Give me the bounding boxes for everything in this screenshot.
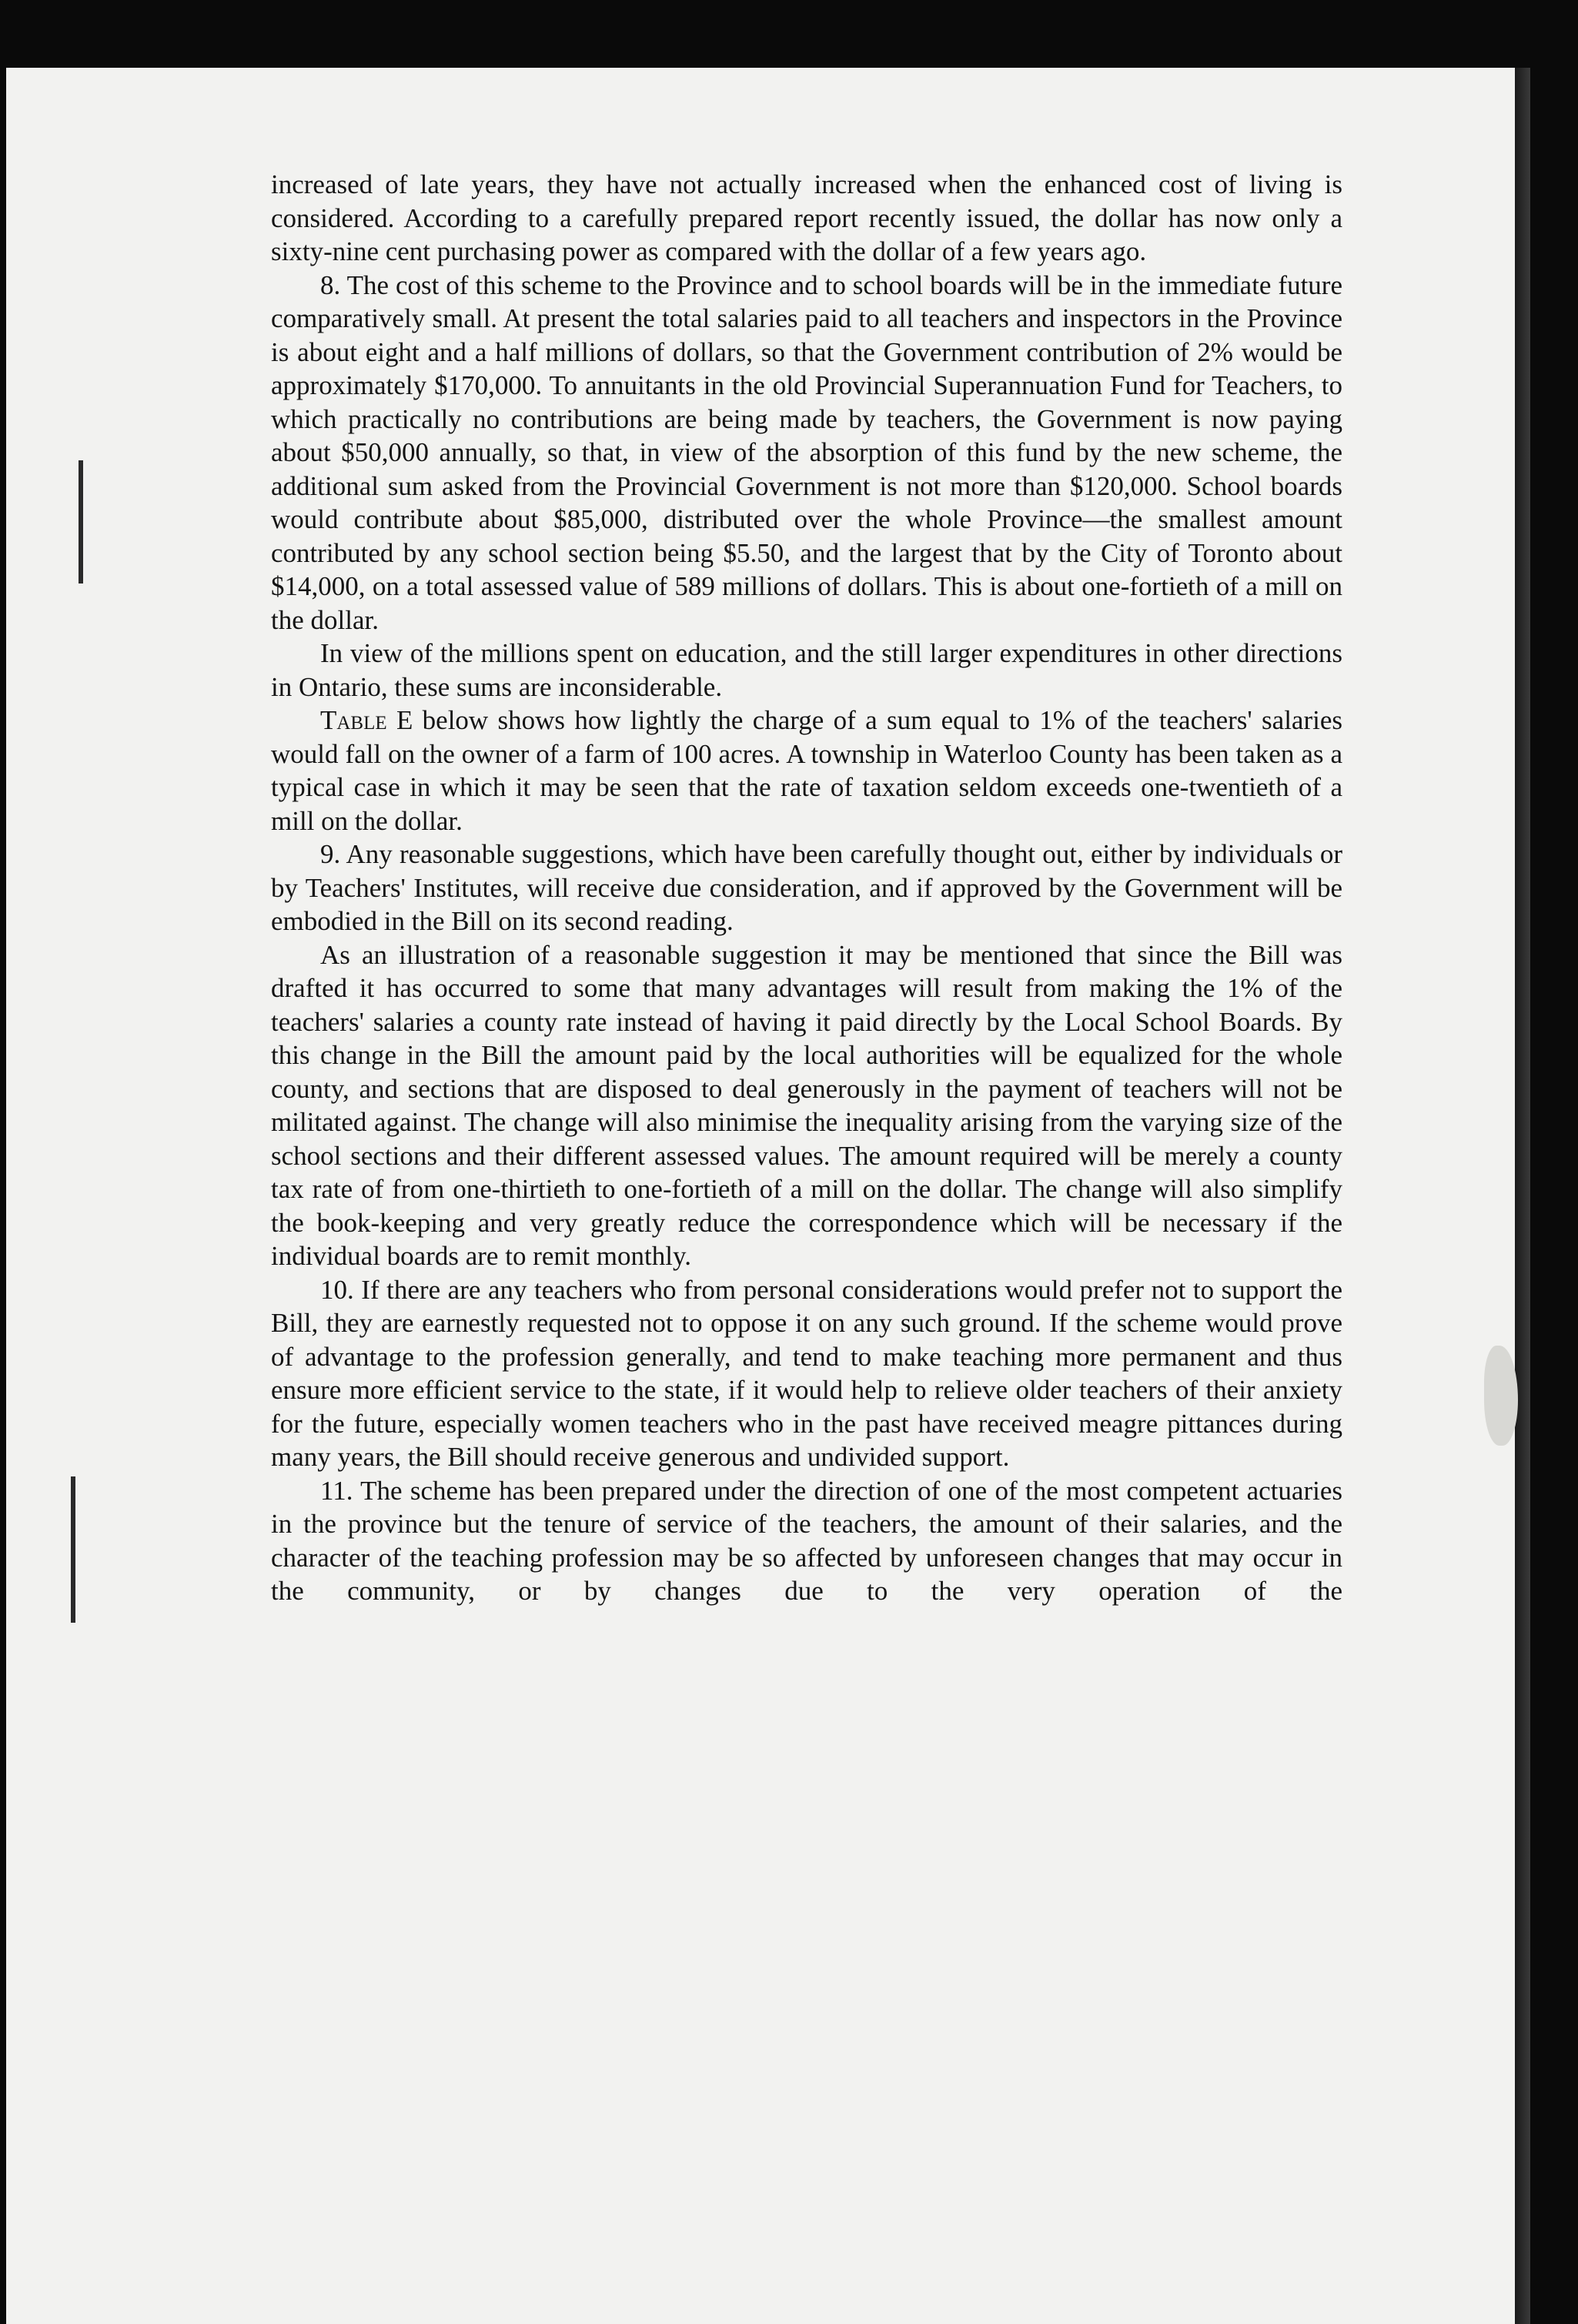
paragraph-9-illustration bbox=[271, 938, 1342, 1273]
paragraph-text: increased of late years, they have not actually increased when the enhanced cost of living is considered. According to a carefully prepared report recently issued, the dollar has now only a sixty-nine cent purchasing power as compared with the dollar of a few years ago. bbox=[271, 169, 1342, 266]
paragraph-text: 10. If there are any teachers who from personal considerations would prefer not to support the Bill, they are earnestly requested not to oppose it on any such ground. If the scheme would prove of advantage to the profession generally, and tend to make teaching more permanent and thus ensure more efficient service to the state, if it would help to relieve older teachers of their anxiety for the future, especially women teachers who in the past have received meagre pittances during many years, the Bill should receive generous and undivided support. bbox=[271, 1274, 1342, 1472]
paragraph-8 bbox=[271, 269, 1342, 637]
paragraph-text: E below shows how lightly the charge of a sum equal to 1% of the teachers' salaries would fall on the owner of a farm of 100 acres. A township in Waterloo County has been taken as a typical case in which it may be seen that the rate of taxation seldom exceeds one-twentieth of a mill on the dollar. bbox=[271, 705, 1342, 836]
paragraph-10 bbox=[271, 1273, 1342, 1474]
paragraph-text: 11. The scheme has been prepared under the direction of one of the most competent actuaries in the province but the tenure of service of the teachers, the amount of their salaries, and the character of the teaching profession may be so affected by unforeseen changes that may occur in the community, or by changes due to the very operation of the bbox=[271, 1475, 1342, 1606]
paragraph-text: As an illustration of a reasonable suggestion it may be mentioned that since the Bill was drafted it has occurred to some that many advantages will result from making the 1% of the teachers' salaries a county rate instead of having it paid directly by the Local School Boards. By this change in the Bill the amount paid by the local authorities will be equalized for the whole county, and sections that are disposed to deal generously in the payment of teachers will not be militated against. The change will also minimise the inequality arising from the varying size of the school sections and their different assessed values. The amount required will be merely a county tax rate of from one-thirtieth to one-fortieth of a mill on the dollar. The change will also simplify the book-keeping and very greatly reduce the correspondence which will be necessary if the individual boards are to remit monthly. bbox=[271, 939, 1342, 1271]
paragraph-text: 8. The cost of this scheme to the Province and to school boards will be in the immediate future comparatively small. At present the total salaries paid to all teachers and inspectors in the Province is about eight and a half millions of dollars, so that the Government contribution of 2% would be approximately $170,000. To annuitants in the old Provincial Superannuation Fund for Teachers, to which practically no contributions are being made by teachers, the Government is now paying about $50,000 annually, so that, in view of the absorption of this fund by the new scheme, the additional sum asked from the Provincial Government is not more than $120,000. School boards would contribute about $85,000, distributed over the whole Province—the smallest amount contributed by any school section being $5.50, and the largest that by the City of Toronto about $14,000, on a total assessed value of 589 millions of dollars. This is about one-fortieth of a mill on the dollar. bbox=[271, 269, 1342, 635]
page-edge-shadow bbox=[1515, 68, 1530, 2324]
paragraph-8-expenditures bbox=[271, 637, 1342, 704]
binding-mark-lower bbox=[71, 1476, 75, 1623]
paragraph-11 bbox=[271, 1474, 1342, 1608]
page-tear-mark bbox=[1484, 1346, 1518, 1446]
binding-mark-upper bbox=[79, 460, 83, 584]
paragraph-9 bbox=[271, 838, 1342, 938]
paragraph-text: 9. Any reasonable suggestions, which have been carefully thought out, either by individuals or by Teachers' Institutes, will receive due consideration, and if approved by the Government will be embodied in the Bill on its second reading. bbox=[271, 839, 1342, 936]
paragraph-continued bbox=[271, 168, 1342, 269]
paragraph-8-table-e bbox=[271, 704, 1342, 838]
paragraph-text: In view of the millions spent on education, and the still larger expenditures in other directions in Ontario, these sums are inconsiderable. bbox=[271, 638, 1342, 702]
table-reference: Table bbox=[320, 705, 387, 735]
page-body bbox=[271, 168, 1342, 1608]
